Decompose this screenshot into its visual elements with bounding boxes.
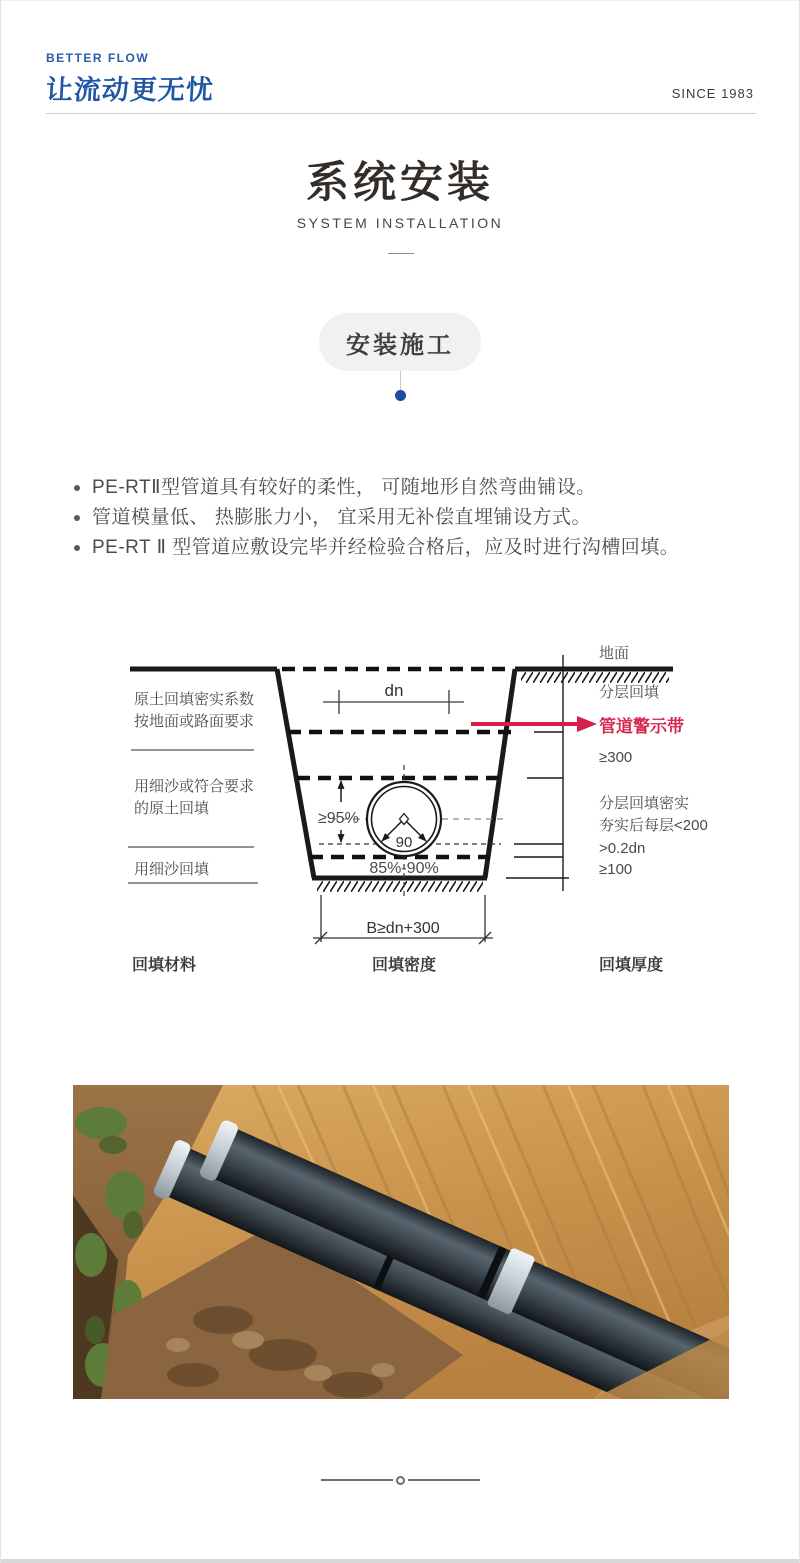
left-label-2b: 的原土回填 <box>134 800 210 817</box>
bullet-text: 管道模量低、 热膨胀力小， 宜采用无补偿直埋铺设方式。 <box>92 507 592 528</box>
badge-connector-line <box>400 371 401 390</box>
dn-label: dn <box>384 681 404 700</box>
ground-label: 地面 <box>599 645 630 662</box>
footer-ornament <box>1 1472 799 1488</box>
title-divider <box>388 253 414 254</box>
header-divider <box>46 113 756 114</box>
compaction-95-label: ≥95% <box>318 810 359 827</box>
page-subtitle: SYSTEM INSTALLATION <box>296 215 504 231</box>
page-title: 系统安装 <box>306 159 494 207</box>
bottom-width-label: B≥dn+300 <box>366 920 440 937</box>
layered-backfill-label: 分层回填 <box>599 684 660 701</box>
caption-thickness: 回填厚度 <box>599 957 664 974</box>
left-label-3: 用细沙回填 <box>134 861 210 878</box>
page-bottom-bar <box>1 1559 799 1563</box>
bullet-dot-icon <box>74 515 80 521</box>
warning-tape-label: 管道警示带 <box>599 717 684 736</box>
caption-density: 回填密度 <box>371 957 437 974</box>
footer-line-right <box>408 1479 480 1481</box>
ge300-label: ≥300 <box>599 749 633 766</box>
dense-label-2: 夯实后每层<200 <box>599 817 708 834</box>
brand-tagline-en: BETTER FLOW <box>46 51 150 65</box>
trench-wall-right <box>485 669 515 878</box>
section-badge <box>319 313 481 371</box>
bullet-text: PE-RTⅡ型管道具有较好的柔性， 可随地形自然弯曲铺设。 <box>92 477 596 498</box>
caption-material: 回填材料 <box>132 957 197 974</box>
section-badge-label: 安装施工 <box>346 331 454 359</box>
compaction-85-90-label: 85%-90% <box>369 860 439 877</box>
trench-wall-left <box>277 669 314 878</box>
ge100-label: ≥100 <box>599 861 633 878</box>
list-item <box>74 503 759 533</box>
trench-bottom-hatch <box>317 881 483 892</box>
bullet-dot-icon <box>74 485 80 491</box>
bullet-text: PE-RT Ⅱ 型管道应敷设完毕并经检验合格后，应及时进行沟槽回填。 <box>92 537 680 558</box>
left-label-2a: 用细沙或符合要求 <box>134 778 255 795</box>
left-label-1b: 按地面或路面要求 <box>134 713 255 730</box>
ground-hatch <box>521 672 669 683</box>
badge-connector-dot-icon <box>395 390 406 401</box>
list-item <box>74 533 759 563</box>
bedding-angle-label: 90 <box>395 834 413 851</box>
bullet-list <box>74 473 759 563</box>
footer-circle-icon <box>396 1476 405 1485</box>
warning-tape-arrowhead-icon <box>577 716 597 732</box>
dense-label-1: 分层回填密实 <box>599 795 690 812</box>
list-item <box>74 473 759 503</box>
header <box>46 51 754 103</box>
trench-photo <box>73 1085 729 1399</box>
since-label: SINCE 1983 <box>671 86 754 101</box>
bullet-dot-icon <box>74 545 80 551</box>
left-label-1a: 原土回填密实系数 <box>134 691 255 708</box>
brand-logo-text: 让流动更无忧 <box>45 75 215 105</box>
gt02dn-label: >0.2dn <box>599 840 646 857</box>
footer-line-left <box>321 1479 393 1481</box>
trench-diagram <box>1 631 800 991</box>
